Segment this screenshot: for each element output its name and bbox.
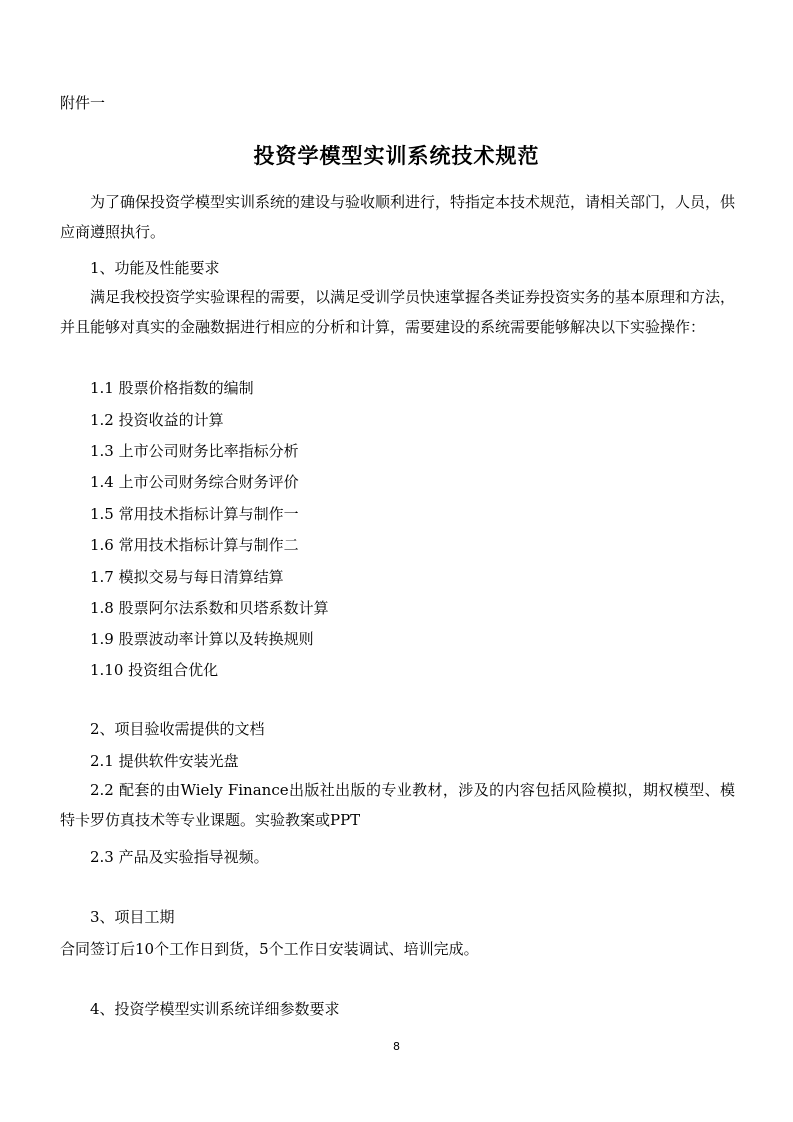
attachment-label: 附件一: [60, 94, 106, 112]
list-item: 1.9 股票波动率计算以及转换规则: [90, 630, 314, 648]
list-item: 1.2 投资收益的计算: [90, 411, 224, 429]
section3-heading: 3、项目工期: [90, 908, 175, 926]
list-item: 1.5 常用技术指标计算与制作一: [90, 505, 299, 523]
section1-heading: 1、功能及性能要求: [90, 259, 220, 277]
section2-item: 2.1 提供软件安装光盘: [90, 752, 239, 770]
list-item: 1.6 常用技术指标计算与制作二: [90, 536, 299, 554]
section4-heading: 4、投资学模型实训系统详细参数要求: [90, 1000, 340, 1018]
intro-paragraph: 为了确保投资学模型实训系统的建设与验收顺利进行，特指定本技术规范，请相关部门，人员，供应商遵照执行。: [60, 193, 736, 241]
list-item: 1.10 投资组合优化: [90, 661, 219, 679]
page-number: 8: [393, 1040, 400, 1053]
document-title: 投资学模型实训系统技术规范: [253, 143, 540, 168]
section2-item: 2.2 配套的由Wiely Finance出版社出版的专业教材，涉及的内容包括风险模拟，期权模型、模特卡罗仿真技术等专业课题。实验教案或PPT: [60, 781, 735, 829]
list-item: 1.3 上市公司财务比率指标分析: [90, 442, 299, 460]
section3-text: 合同签订后10个工作日到货，5个工作日安装调试、培训完成。: [60, 940, 479, 958]
list-item: 1.8 股票阿尔法系数和贝塔系数计算: [90, 599, 329, 617]
section2-item: 2.3 产品及实验指导视频。: [90, 848, 269, 866]
section1-paragraph: 满足我校投资学实验课程的需要，以满足受训学员快速掌握各类证券投资实务的基本原理和方法，并且能够对真实的金融数据进行相应的分析和计算，需要建设的系统需要能够解决以下实验操作：: [60, 288, 736, 336]
section2-heading: 2、项目验收需提供的文档: [90, 720, 265, 738]
list-item: 1.7 模拟交易与每日清算结算: [90, 568, 284, 586]
list-item: 1.1 股票价格指数的编制: [90, 379, 254, 397]
list-item: 1.4 上市公司财务综合财务评价: [90, 473, 299, 491]
